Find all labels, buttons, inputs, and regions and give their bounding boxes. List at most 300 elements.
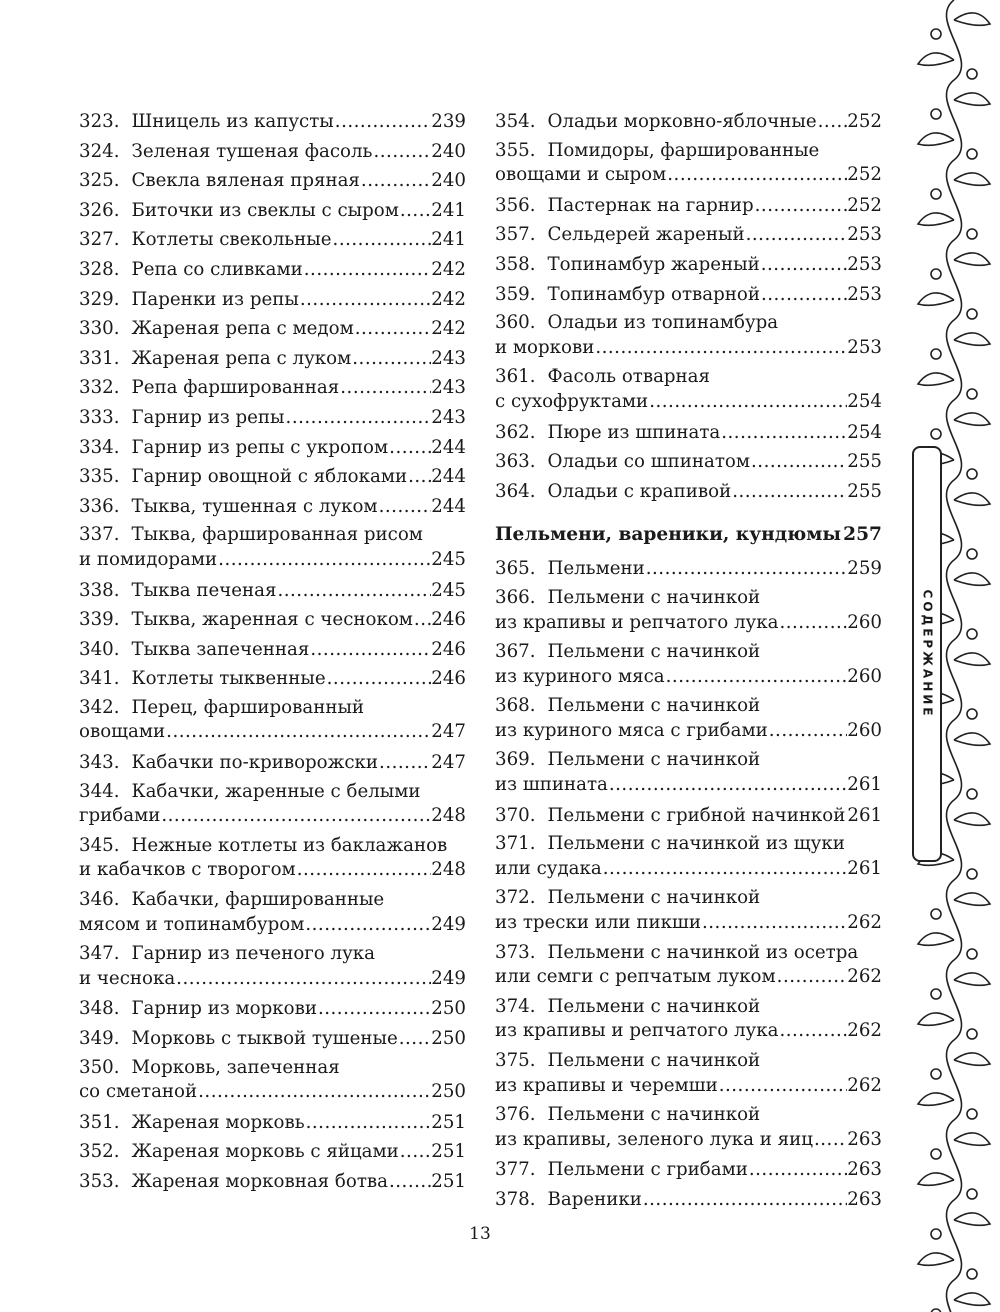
entry-title: с сухофруктами <box>495 390 649 412</box>
entry-page: 260 <box>847 665 882 687</box>
toc-entry[interactable] <box>79 605 466 635</box>
entry-title: из куриного мяса с грибами <box>495 719 768 741</box>
toc-entry[interactable] <box>495 477 882 507</box>
toc-entry-line <box>79 888 466 913</box>
leader-dots <box>760 280 847 310</box>
toc-entry-line <box>495 941 882 966</box>
entry-page: 263 <box>847 1188 882 1210</box>
toc-entry[interactable] <box>79 433 466 463</box>
toc-entry[interactable] <box>495 554 882 584</box>
toc-entry[interactable] <box>495 191 882 221</box>
toc-entry[interactable] <box>495 801 882 831</box>
entry-page: 261 <box>847 774 882 796</box>
entry-page: 262 <box>847 912 882 934</box>
toc-entry-line <box>79 576 466 606</box>
entry-number: 362. <box>495 421 536 443</box>
entry-number: 335. <box>79 466 120 488</box>
entry-number: 371. <box>495 833 536 855</box>
entry-title: овощами <box>79 721 166 743</box>
entry-title: Гарнир из моркови <box>131 998 317 1020</box>
toc-entry-line <box>79 804 466 829</box>
toc-entry-line <box>495 280 882 310</box>
entry-title: Тыква печеная <box>131 579 277 601</box>
entry-number: 334. <box>79 436 120 458</box>
toc-entry[interactable] <box>495 309 882 363</box>
toc-entry-line <box>495 163 882 188</box>
entry-page: 239 <box>431 111 466 132</box>
entry-page: 241 <box>431 199 466 221</box>
leader-dots <box>748 1155 847 1185</box>
entry-title: Тыква запеченная <box>131 638 310 660</box>
entry-page: 261 <box>847 804 883 826</box>
toc-entry[interactable] <box>79 107 466 137</box>
entry-title: грибами <box>79 805 161 827</box>
toc-entry[interactable] <box>495 884 882 938</box>
section-tab-label-wrap <box>912 446 942 862</box>
toc-entry[interactable] <box>79 886 466 940</box>
entry-title: Оладьи из топинамбура <box>547 312 779 334</box>
toc-entry-line <box>79 748 466 778</box>
entry-number: 346. <box>79 889 120 911</box>
toc-entry-line <box>495 1128 882 1153</box>
toc-entry[interactable] <box>79 373 466 403</box>
leader-dots <box>217 548 431 573</box>
entry-number: 343. <box>79 752 120 774</box>
entry-number: 341. <box>79 668 120 690</box>
toc-entry-line <box>79 492 466 522</box>
leader-dots <box>399 1137 432 1167</box>
entry-title: Пельмени с начинкой <box>547 1104 761 1126</box>
toc-entry-line <box>79 548 466 573</box>
toc-entry[interactable] <box>79 1024 466 1054</box>
toc-entry-line <box>495 107 882 137</box>
leader-dots <box>817 107 848 137</box>
entry-title: Пастернак на гарнир <box>547 194 754 216</box>
leader-dots <box>175 967 431 992</box>
toc-entry-line <box>79 635 466 665</box>
entry-title: Кабачки, фаршированные <box>131 889 385 911</box>
toc-entry-line <box>495 191 882 221</box>
leader-dots <box>754 191 848 221</box>
toc-entry[interactable] <box>79 778 466 832</box>
entry-title: или семги с репчатым луком <box>495 966 776 988</box>
entry-title: Топинамбур отварной <box>547 283 760 305</box>
toc-entry-line <box>79 834 466 859</box>
section-heading[interactable] <box>495 516 882 554</box>
toc-entry-line <box>79 373 466 403</box>
toc-entry[interactable] <box>79 462 466 492</box>
entry-title: Пельмени с грибной начинкой <box>547 804 846 826</box>
entry-title: Пельмени с грибами <box>547 1159 748 1181</box>
toc-entry-line <box>495 665 882 690</box>
toc-entry[interactable] <box>495 250 882 280</box>
entry-page: 252 <box>847 164 882 186</box>
entry-number: 331. <box>79 347 120 369</box>
entry-page: 245 <box>431 548 466 570</box>
entry-page: 248 <box>431 859 466 881</box>
toc-entry-line <box>495 911 882 936</box>
entry-page: 251 <box>431 1141 466 1163</box>
leader-dots <box>309 635 431 665</box>
entry-title: Паренки из репы <box>131 288 299 310</box>
toc-entry[interactable] <box>79 492 466 522</box>
toc-entry-line <box>495 1185 882 1215</box>
toc-entry-line <box>79 107 466 137</box>
leader-dots <box>304 913 431 938</box>
toc-entry[interactable] <box>495 280 882 310</box>
toc-entry[interactable] <box>495 1185 882 1215</box>
entry-page: 261 <box>847 857 882 879</box>
toc-entry[interactable] <box>79 1167 466 1197</box>
entry-title: мясом и топинамбуром <box>79 913 305 935</box>
entry-number: 347. <box>79 943 120 965</box>
toc-entry[interactable] <box>79 635 466 665</box>
leader-dots <box>398 1024 432 1054</box>
entry-number: 377. <box>495 1159 536 1181</box>
entry-page: 253 <box>847 336 882 358</box>
entry-page: 250 <box>431 1081 466 1103</box>
leader-dots <box>645 554 848 584</box>
entry-title: из трески или пикши <box>495 912 701 934</box>
leader-dots <box>642 1185 847 1215</box>
entry-number: 354. <box>495 111 536 132</box>
entry-page: 243 <box>431 406 466 428</box>
leader-dots <box>388 433 431 463</box>
entry-number: 350. <box>79 1056 120 1078</box>
entry-title: Тыква, фаршированная рисом <box>131 524 423 546</box>
toc-entry-line <box>79 344 466 374</box>
entry-page: 253 <box>847 224 882 246</box>
leader-dots <box>296 858 432 883</box>
entry-title: Пельмени с начинкой <box>547 749 761 771</box>
toc-entry-line <box>495 995 882 1020</box>
toc-entry-line <box>79 1080 466 1105</box>
toc-entry-line <box>79 166 466 196</box>
entry-page: 251 <box>431 1111 466 1133</box>
toc-entry-line <box>79 523 466 548</box>
entry-page: 243 <box>431 347 466 369</box>
entry-title: Помидоры, фаршированные <box>547 139 820 161</box>
toc-entry-line <box>79 433 466 463</box>
entry-title: Фасоль отварная <box>547 366 710 388</box>
entry-title: Пельмени с начинкой <box>547 695 761 717</box>
leader-dots <box>299 285 431 315</box>
entry-title: Биточки из свеклы с сыром <box>131 199 399 221</box>
toc-entry-line <box>495 773 882 798</box>
entry-page: 250 <box>431 1028 466 1049</box>
leader-dots <box>351 344 431 374</box>
leader-dots <box>745 220 848 250</box>
toc-entry-line <box>79 196 466 226</box>
entry-page: 262 <box>847 1074 882 1096</box>
entry-number: 375. <box>495 1050 536 1071</box>
entry-page: 259 <box>847 558 882 580</box>
toc-entry-line <box>495 832 882 857</box>
leader-dots <box>594 336 847 361</box>
toc-entry[interactable] <box>79 166 466 196</box>
entry-page: 262 <box>847 966 882 988</box>
toc-entry[interactable] <box>79 576 466 606</box>
entry-page: 253 <box>847 253 882 275</box>
leader-dots <box>720 418 847 448</box>
toc-entry[interactable] <box>495 584 882 638</box>
entry-page: 246 <box>431 668 466 690</box>
entry-number: 338. <box>79 579 120 601</box>
toc-entry[interactable] <box>495 939 882 993</box>
leader-dots <box>768 719 848 744</box>
toc-entry-line <box>79 605 466 635</box>
entry-number: 364. <box>495 480 536 502</box>
entry-page: 263 <box>847 1159 882 1181</box>
entry-page: 247 <box>431 721 466 743</box>
toc-entry[interactable] <box>79 314 466 344</box>
entry-title: и кабачков с творогом <box>79 859 296 881</box>
entry-title: Кабачки по-криворожски <box>131 752 379 774</box>
entry-title: Морковь с тыквой тушеные <box>131 1028 398 1049</box>
leader-dots <box>378 748 431 778</box>
entry-page: 255 <box>847 480 882 502</box>
toc-entry[interactable] <box>79 196 466 226</box>
toc-entry-line <box>79 1024 466 1054</box>
toc-entry-line <box>495 477 882 507</box>
entry-title: Сельдерей жареный <box>547 224 745 246</box>
toc-entry-line <box>495 640 882 665</box>
toc-entry-line <box>79 942 466 967</box>
entry-page: 249 <box>431 967 466 989</box>
toc-entry[interactable] <box>79 285 466 315</box>
entry-number: 344. <box>79 780 120 802</box>
entry-title: Гарнир из печеного лука <box>131 943 375 965</box>
toc-entry[interactable] <box>495 137 882 191</box>
entry-number: 349. <box>79 1028 120 1049</box>
entry-page: 263 <box>847 1128 882 1150</box>
entry-number: 372. <box>495 887 536 909</box>
entry-title: Пельмени с начинкой <box>547 641 761 663</box>
entry-number: 360. <box>495 312 536 334</box>
toc-entry[interactable] <box>495 447 882 477</box>
entry-page: 249 <box>431 913 466 935</box>
toc-entry[interactable] <box>495 638 882 692</box>
entry-page: 254 <box>847 421 882 443</box>
toc-entry[interactable] <box>79 994 466 1024</box>
entry-number: 352. <box>79 1141 120 1163</box>
entry-page: 252 <box>847 194 882 216</box>
entry-number: 324. <box>79 140 120 162</box>
toc-entry-line <box>79 967 466 992</box>
leader-dots <box>197 1080 431 1105</box>
toc-entry[interactable] <box>79 1108 466 1138</box>
toc-entry-line <box>79 994 466 1024</box>
toc-entry[interactable] <box>79 664 466 694</box>
toc-entry-line <box>495 139 882 164</box>
toc-entry[interactable] <box>79 832 466 886</box>
toc-entry-line <box>79 720 466 745</box>
entry-title: и помидорами <box>79 548 218 570</box>
entry-title: Тыква, тушенная с луком <box>131 495 378 517</box>
entry-title: Репа фаршированная <box>131 377 340 399</box>
entry-title: Котлеты тыквенные <box>131 668 326 690</box>
toc-entry-line <box>79 1167 466 1197</box>
entry-page: 240 <box>431 140 466 162</box>
entry-page: 246 <box>431 609 466 631</box>
entry-number: 365. <box>495 558 536 580</box>
leader-dots <box>326 664 432 694</box>
leader-dots <box>160 804 431 829</box>
toc-entry[interactable] <box>79 344 466 374</box>
entry-number: 361. <box>495 366 536 388</box>
entry-title: Топинамбур жареный <box>547 253 760 275</box>
toc-entry-line <box>495 857 882 882</box>
entry-number: 351. <box>79 1111 120 1133</box>
entry-number: 369. <box>495 749 536 771</box>
entry-title: Жареная репа с медом <box>131 318 354 340</box>
entry-page: 255 <box>847 451 882 473</box>
entry-title: Жареная морковь <box>131 1111 305 1133</box>
entry-title: Жареная морковь с яйцами <box>131 1141 399 1163</box>
entry-title: овощами и сыром <box>495 164 667 186</box>
toc-entry-line <box>495 694 882 719</box>
entry-title: Зеленая тушеная фасоль <box>131 140 373 162</box>
entry-page: 241 <box>431 229 466 251</box>
entry-title: Оладьи с крапивой <box>547 480 732 502</box>
toc-entry-line <box>79 137 466 167</box>
toc-entry-line <box>495 336 882 361</box>
entry-title: Свекла вяленая пряная <box>131 170 360 192</box>
leader-dots <box>665 665 848 690</box>
toc-entry-line <box>495 586 882 611</box>
entry-title: со сметаной <box>79 1081 198 1103</box>
leader-dots <box>334 107 432 137</box>
entry-number: 325. <box>79 170 120 192</box>
toc-entry[interactable] <box>495 107 882 137</box>
toc-entry-line <box>79 255 466 285</box>
toc-entry-line <box>79 314 466 344</box>
entry-title: Пельмени с начинкой <box>547 586 761 608</box>
entry-page: 245 <box>431 579 466 601</box>
entry-title: из крапивы и черемши <box>495 1074 718 1096</box>
toc-entry-line <box>495 1103 882 1128</box>
leader-dots <box>718 1074 848 1099</box>
entry-number: 328. <box>79 258 120 280</box>
entry-title: Нежные котлеты из баклажанов <box>131 834 448 856</box>
toc-entry[interactable] <box>495 830 882 884</box>
entry-number: 329. <box>79 288 120 310</box>
toc-entry-line <box>495 719 882 744</box>
toc-entry-line <box>495 365 882 390</box>
entry-number: 333. <box>79 406 120 428</box>
toc-entry[interactable] <box>79 694 466 748</box>
entry-number: 330. <box>79 318 120 340</box>
entry-title: из шпината <box>495 774 608 796</box>
entry-title: из крапивы, зеленого лука и яиц <box>495 1128 813 1150</box>
toc-entry-line <box>495 554 882 584</box>
entry-number: 323. <box>79 111 120 132</box>
leader-dots <box>778 1019 847 1044</box>
toc-entry[interactable] <box>79 403 466 433</box>
toc-entry[interactable] <box>79 748 466 778</box>
leader-dots <box>339 373 431 403</box>
entry-title: Пельмени <box>547 558 645 580</box>
entry-title: Тыква, жаренная с чесноком <box>131 609 413 631</box>
leader-dots <box>602 857 848 882</box>
toc-entry-line <box>79 285 466 315</box>
leader-dots <box>648 390 847 415</box>
toc-entry[interactable] <box>79 225 466 255</box>
toc-entry[interactable] <box>79 255 466 285</box>
toc-entry[interactable] <box>495 993 882 1047</box>
toc-entry-line <box>495 886 882 911</box>
entry-title: Оладьи со шпинатом <box>547 451 751 473</box>
toc-entry-line <box>495 220 882 250</box>
entry-title: Пельмени с начинкой <box>547 995 761 1017</box>
toc-entry[interactable] <box>79 137 466 167</box>
entry-page: 247 <box>431 752 466 774</box>
toc-entry[interactable] <box>495 692 882 746</box>
leader-dots <box>317 994 431 1024</box>
entry-number: 357. <box>495 224 536 246</box>
entry-title: Пельмени с начинкой из щуки <box>547 833 845 855</box>
entry-page: 250 <box>431 998 466 1020</box>
entry-title: Репа со сливками <box>131 258 303 280</box>
entry-page: 240 <box>431 170 466 192</box>
toc-entry-line <box>495 748 882 773</box>
toc-entry[interactable] <box>79 940 466 994</box>
toc-entry[interactable] <box>495 746 882 800</box>
entry-page: 260 <box>847 611 882 633</box>
toc-entry-line <box>495 1019 882 1044</box>
toc-entry-line <box>495 1155 882 1185</box>
toc-entry[interactable] <box>79 521 466 575</box>
toc-entry-line <box>495 965 882 990</box>
leader-dots <box>750 447 847 477</box>
entry-title: Пельмени с начинкой из осетра <box>547 941 859 963</box>
entry-title: Перец, фаршированный <box>131 696 365 718</box>
entry-title: Оладьи морковно-яблочные <box>547 111 817 132</box>
entry-page: 243 <box>431 377 466 399</box>
toc-entry[interactable] <box>79 1137 466 1167</box>
entry-number: 376. <box>495 1104 536 1126</box>
page-number: 13 <box>469 1224 491 1244</box>
toc-entry[interactable] <box>79 1054 466 1108</box>
leader-dots <box>305 1108 432 1138</box>
entry-number: 359. <box>495 283 536 305</box>
toc-entry[interactable] <box>495 1047 882 1101</box>
entry-number: 355. <box>495 139 536 161</box>
entry-title: Пельмени с начинкой <box>547 887 761 909</box>
entry-title: Жареная репа с луком <box>131 347 352 369</box>
entry-number: 374. <box>495 995 536 1017</box>
entry-number: 356. <box>495 194 536 216</box>
toc-entry[interactable] <box>495 220 882 250</box>
toc-entry-line <box>495 801 882 831</box>
toc-entry[interactable] <box>495 418 882 448</box>
leader-dots <box>778 611 847 636</box>
toc-entry[interactable] <box>495 363 882 417</box>
entry-title: Кабачки, жаренные с белыми <box>131 780 421 802</box>
toc-entry-line <box>79 696 466 721</box>
entry-title: из крапивы и репчатого лука <box>495 1020 779 1042</box>
entry-page: 248 <box>431 805 466 827</box>
toc-entry-line <box>79 913 466 938</box>
entry-number: 353. <box>79 1170 120 1192</box>
leader-dots <box>407 462 431 492</box>
entry-page: 244 <box>431 466 466 488</box>
entry-number: 327. <box>79 229 120 251</box>
toc-entry[interactable] <box>495 1155 882 1185</box>
toc-entry-line <box>79 1108 466 1138</box>
toc-entry[interactable] <box>495 1101 882 1155</box>
entry-title: и чеснока <box>79 967 176 989</box>
